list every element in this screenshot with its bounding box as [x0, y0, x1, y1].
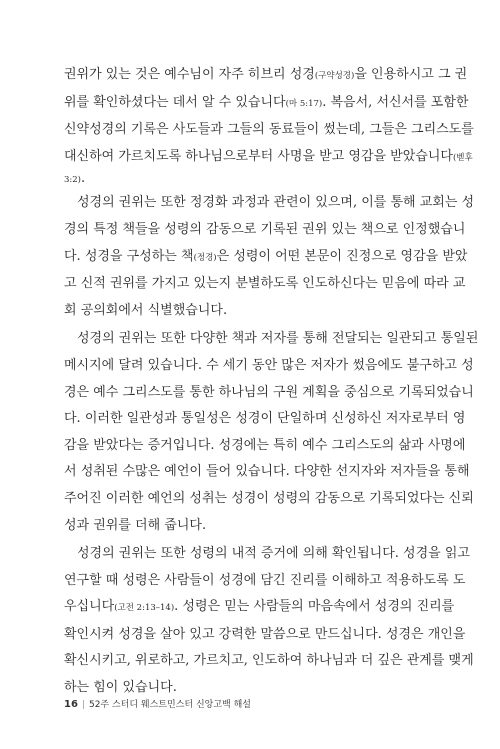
text-line: 우십니다(고전 2:13–14). 성령은 믿는 사람들의 마음속에서 성경의 진리를: [64, 599, 455, 615]
text-line: 확인시켜 성경을 살아 있고 강력한 말씀으로 만드십니다. 성경은 개인을: [64, 626, 466, 642]
text-line: 경의 특정 책들을 성령의 감동으로 기록된 권위 있는 책으로 인정했습니: [64, 221, 466, 237]
paragraph-4: [64, 541, 474, 702]
text-line: 성과 권위를 더해 줍니다.: [64, 517, 207, 533]
book-title: 52주 스터디 웨스트민스터 신앙고백 해설: [88, 700, 251, 710]
page-footer: [64, 697, 251, 710]
text-line: 다. 이러한 일관성과 통일성은 성경이 단일하며 신성하신 저자로부터 영: [64, 411, 466, 427]
page-number: 16: [64, 699, 78, 710]
text-line: 하는 힘이 있습니다.: [64, 680, 177, 696]
text-line: 신약성경의 기록은 사도들과 그들의 동료들이 썼는데, 그들은 그리스도를: [64, 122, 474, 138]
text-line: 위를 확인하셨다는 데서 알 수 있습니다(마 5:17). 복음서, 서신서를 포함한: [64, 94, 469, 110]
text-line: 회 공의회에서 식별했습니다.: [64, 302, 228, 318]
text-line: 주어진 이러한 예언의 성취는 성경이 성령의 감동으로 기록되었다는 신뢰: [64, 490, 474, 506]
text-line: 성경의 권위는 또한 다양한 책과 저자를 통해 전달되는 일관되고 통일된: [77, 331, 479, 347]
text-line: 연구할 때 성령은 사람들이 성경에 담긴 진리를 이해하고 적용하도록 도: [64, 572, 466, 588]
text-line: 3:2).: [64, 171, 86, 187]
text-line: 권위가 있는 것은 예수님이 자주 히브리 성경(구약성경)을 인용하시고 그 권: [64, 67, 468, 82]
text-line: 성경의 권위는 또한 정경화 과정과 관련이 있으며, 이를 통해 교회는 성: [77, 195, 475, 211]
text-line: 서 성취된 수많은 예언이 들어 있습니다. 다양한 선지자와 저자들을 통해: [64, 464, 470, 480]
text-line: 대신하여 가르치도록 하나님으로부터 사명을 받고 영감을 받았습니다(벧후: [64, 148, 473, 164]
text-line: 성경의 권위는 또한 성령의 내적 증거에 의해 확인됩니다. 성경을 읽고: [77, 546, 470, 562]
text-line: 감을 받았다는 증거입니다. 성경에는 특히 예수 그리스도의 삶과 사명에: [64, 437, 466, 453]
text-line: 확신시키고, 위로하고, 가르치고, 인도하여 하나님과 더 깊은 관계를 맺게: [64, 653, 474, 669]
text-line: 다. 성경을 구성하는 책(정경)은 성령이 어떤 본문이 진정으로 영감을 받았: [64, 248, 468, 264]
body-text: [64, 62, 479, 704]
text-line: 경은 예수 그리스도를 통한 하나님의 구원 계획을 중심으로 기록되었습니: [64, 384, 474, 400]
paragraph-1: [64, 62, 474, 188]
paragraph-3: [64, 326, 479, 539]
paragraph-2: [64, 190, 475, 324]
footer-separator: |: [81, 700, 85, 710]
text-line: 메시지에 달려 있습니다. 수 세기 동안 많은 저자가 썼음에도 불구하고 성: [64, 357, 474, 373]
text-line: 고 신적 권위를 가지고 있는지 분별하도록 인도하신다는 믿음에 따라 교: [64, 276, 466, 292]
